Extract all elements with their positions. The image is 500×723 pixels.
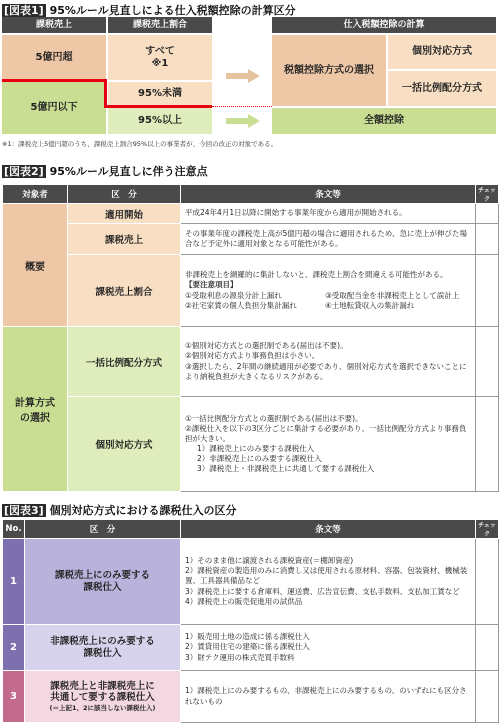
ratio-item-4: ④土地転貸収入の集計漏れ bbox=[325, 300, 415, 310]
fig1-over5: 5億円超 bbox=[2, 35, 106, 80]
check-box[interactable] bbox=[476, 625, 499, 671]
table-row bbox=[3, 539, 499, 625]
indiv-1: ①一括比例配分方式との選択制である(届出は不要)。 bbox=[185, 413, 363, 423]
item: 1）そのまま他に譲渡される課税資産(＝棚卸資産) bbox=[185, 556, 354, 566]
fig1-head-calc: 仕入税額控除の計算 bbox=[272, 17, 496, 33]
row-label-indiv: 個別対応方式 bbox=[68, 397, 181, 492]
header-clause: 条文等 bbox=[181, 520, 476, 539]
header-clause: 条文等 bbox=[181, 185, 476, 204]
header-target: 対象者 bbox=[3, 185, 68, 204]
row-text-ratio bbox=[181, 255, 476, 327]
table-row bbox=[3, 625, 499, 671]
row-no: 3 bbox=[3, 671, 25, 723]
row-category-line1: 非課税売上にのみ要する bbox=[50, 635, 155, 647]
row-text-sales: その事業年度の課税売上高が5億円超の場合に適用されるため、急に売上が伸びた場合など予定外に適用対象となる可能性がある。 bbox=[181, 224, 476, 255]
group-method-line1: 計算方式 bbox=[15, 398, 55, 409]
ratio-item-2: ②社宅家賃の個人負担分集計漏れ bbox=[185, 300, 297, 310]
check-box[interactable] bbox=[476, 671, 499, 723]
header-check: チェック bbox=[476, 185, 499, 204]
indiv-s3: 3）課税売上・非課税売上に共通して要する課税仕入 bbox=[197, 464, 375, 474]
row-items bbox=[181, 671, 476, 723]
ratio-items-1 bbox=[185, 291, 471, 301]
row-items bbox=[181, 625, 476, 671]
row-category bbox=[25, 539, 181, 625]
item: 4）課税売上の販売促進用の試供品 bbox=[185, 596, 303, 606]
row-no: 1 bbox=[3, 539, 25, 625]
row-text-indiv bbox=[181, 397, 476, 492]
header-category: 区 分 bbox=[68, 185, 181, 204]
check-box[interactable] bbox=[476, 327, 499, 397]
check-box[interactable] bbox=[476, 204, 499, 224]
fig3-tag: [図表3] bbox=[4, 504, 44, 517]
table-row bbox=[3, 671, 499, 723]
table-header-row bbox=[3, 185, 499, 204]
row-category-line1: 課税売上と非課税売上に bbox=[50, 680, 155, 692]
fig2-tag: [図表2] bbox=[4, 165, 44, 178]
table-row bbox=[3, 255, 499, 327]
ratio-item-3: ③受取配当金を非課税売上として誤計上 bbox=[325, 290, 460, 300]
fig1-lump: 一括比例配分方式 bbox=[388, 71, 496, 106]
check-box[interactable] bbox=[476, 255, 499, 327]
header-no: No. bbox=[3, 520, 25, 539]
arrow-right-icon bbox=[226, 69, 260, 83]
table-row bbox=[3, 204, 499, 224]
fig1-tag: [図表1] bbox=[4, 4, 44, 17]
lump-2: ②個別対応方式より事務負担は小さい。 bbox=[185, 351, 320, 361]
row-category-line2: 共通して要する課税仕入 bbox=[50, 692, 155, 704]
fig2-title bbox=[2, 163, 208, 179]
fig1-full: 全額控除 bbox=[272, 108, 496, 134]
row-text-lump bbox=[181, 327, 476, 397]
lump-1: ①個別対応方式との選択制である(届出は不要)。 bbox=[185, 341, 348, 351]
indiv-s1: 1）課税売上にのみ要する課税仕入 bbox=[197, 444, 315, 453]
fig3-title bbox=[2, 502, 237, 518]
fig1-head-sales: 課税売上 bbox=[2, 17, 106, 33]
check-box[interactable] bbox=[476, 539, 499, 625]
row-category bbox=[25, 625, 181, 671]
row-category-line2: 課税仕入 bbox=[83, 581, 122, 593]
fig1-under95: 95%未満 bbox=[108, 82, 212, 106]
group-method-line2: の選択 bbox=[20, 413, 50, 424]
group-method bbox=[3, 327, 68, 492]
item: 2）賃貸用住宅の建築に係る課税仕入 bbox=[185, 642, 310, 652]
row-category bbox=[25, 671, 181, 723]
fig1-title-text: 95%ルール見直しによる仕入税額控除の計算区分 bbox=[49, 4, 296, 17]
table-row bbox=[3, 327, 499, 397]
header-check: チェック bbox=[476, 520, 499, 539]
ratio-items-2 bbox=[185, 301, 471, 311]
fig1-footnote: ※1：課税売上5億円超のうち、課税売上割合95%以上の事業者が、今回の改正の対象である。 bbox=[2, 140, 278, 148]
row-no: 2 bbox=[3, 625, 25, 671]
row-label-lump: 一括比例配分方式 bbox=[68, 327, 181, 397]
row-category-line2: 課税仕入 bbox=[83, 647, 122, 659]
item: 1）販売用土地の造成に係る課税仕入 bbox=[185, 632, 310, 642]
fig1-method-select: 税額控除方式の選択 bbox=[272, 35, 386, 106]
fig1-over95: 95%以上 bbox=[108, 108, 212, 134]
fig1-red-left bbox=[2, 79, 107, 82]
fig1-all-cell bbox=[108, 35, 212, 80]
group-overview: 概要 bbox=[3, 204, 68, 327]
arrow-right-icon bbox=[226, 114, 260, 128]
fig3-table bbox=[2, 519, 499, 723]
row-label-ratio: 課税売上割合 bbox=[68, 255, 181, 327]
check-box[interactable] bbox=[476, 397, 499, 492]
row-category-line3: (＝上記1、2に該当しない課税仕入) bbox=[49, 704, 156, 713]
item: 1）課税売上にのみ要するもの、非課税売上にのみ要するもの、のいずれにも区分されないもの bbox=[185, 686, 467, 706]
row-label-sales: 課税売上 bbox=[68, 224, 181, 255]
ratio-heading: 【要注意項目】 bbox=[185, 280, 238, 290]
item: 3）財テク運用の株式売買手数料 bbox=[185, 652, 295, 662]
fig1-all: すべて bbox=[145, 46, 175, 57]
row-text-start: 平成24年4月1日以降に開始する事業年度から適用が開始される。 bbox=[181, 204, 476, 224]
ratio-item-1: ①受取利息の源泉分計上漏れ bbox=[185, 290, 282, 300]
fig1-red-vertical bbox=[104, 80, 107, 106]
fig2-title-text: 95%ルール見直しに伴う注意点 bbox=[49, 165, 208, 178]
fig1-individual: 個別対応方式 bbox=[388, 35, 496, 69]
item: 2）課税資産の製造用のみに消費し又は使用される原材料、容器、包装資材、機械装置、工具器具備品など bbox=[185, 566, 468, 586]
row-label-start: 適用開始 bbox=[68, 204, 181, 224]
fig3-title-text: 個別対応方式における課税仕入の区分 bbox=[49, 504, 237, 517]
lump-3: ③選択したら、2年間の継続適用が必要であり、個別対応方式を選択できないことにより納税負担が大きくなるリスクがある。 bbox=[185, 361, 467, 381]
fig1-dotted-line bbox=[212, 106, 272, 107]
table-row bbox=[3, 397, 499, 492]
table-header-row bbox=[3, 520, 499, 539]
fig1-head-ratio: 課税売上割合 bbox=[108, 17, 212, 33]
item: 3）課税売上に要する倉庫料、運送費、広告宣伝費、支払手数料、支払加工賃など bbox=[185, 586, 460, 596]
fig1-under5: 5億円以下 bbox=[2, 82, 106, 134]
fig1-title bbox=[2, 2, 296, 18]
check-box[interactable] bbox=[476, 224, 499, 255]
fig1-all-note: ※1 bbox=[151, 57, 169, 69]
fig2-table bbox=[2, 184, 499, 492]
indiv-s2: 2）非課税売上にのみ要する課税仕入 bbox=[197, 454, 322, 464]
row-items bbox=[181, 539, 476, 625]
indiv-2: ②課税仕入を以下の3区分ごとに集計する必要があり、一括比例配分方式より事務負担が大きい。 bbox=[185, 423, 467, 443]
ratio-text: 非課税売上を網羅的に集計しないと、課税売上割合を間違える可能性がある。 bbox=[185, 270, 448, 280]
table-row bbox=[3, 224, 499, 255]
row-category-line1: 課税売上にのみ要する bbox=[54, 569, 150, 581]
header-category: 区 分 bbox=[25, 520, 181, 539]
fig1-red-right bbox=[104, 105, 212, 108]
